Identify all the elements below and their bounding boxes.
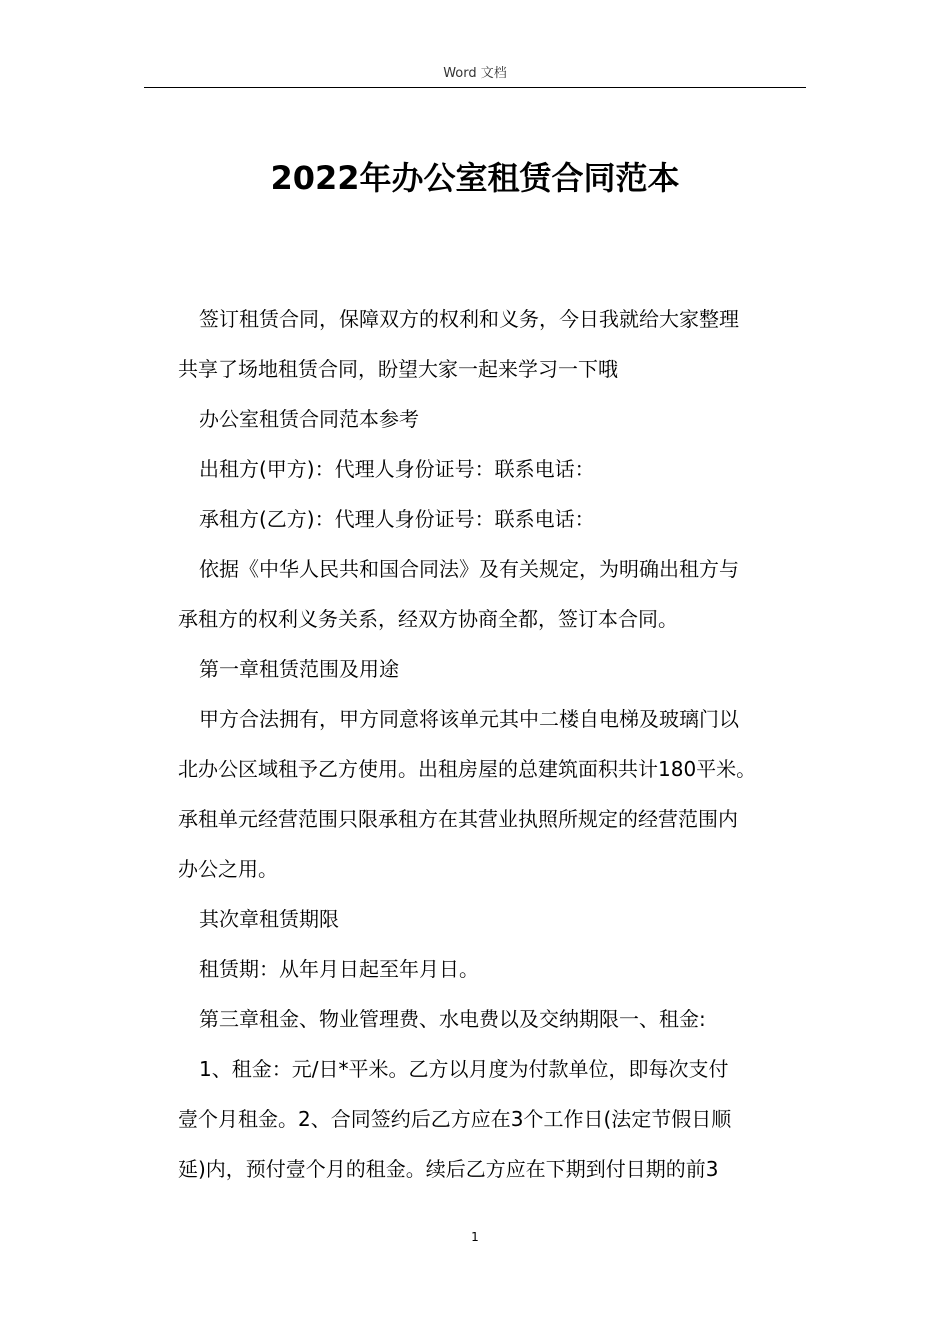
paragraph-basis <box>178 544 806 644</box>
paragraph-line: 1、租金：元/日*平米。乙方以月度为付款单位，即每次支付 <box>199 1057 729 1081</box>
paragraph-subtitle <box>178 394 806 444</box>
paragraph-line: 甲方合法拥有，甲方同意将该单元其中二楼自电梯及玻璃门以 <box>199 707 739 731</box>
paragraph-intro <box>178 294 806 394</box>
paragraph-line: 承租方的权利义务关系，经双方协商全都，签订本合同。 <box>178 607 678 631</box>
paragraph-line: 共享了场地租赁合同，盼望大家一起来学习一下哦 <box>178 357 618 381</box>
paragraph-line: 第三章租金、物业管理费、水电费以及交纳期限一、租金: <box>199 1007 706 1031</box>
document-body <box>178 294 806 1194</box>
paragraph-line: 依据《中华人民共和国合同法》及有关规定，为明确出租方与 <box>199 557 739 581</box>
paragraph-line: 租赁期：从年月日起至年月日。 <box>199 957 479 981</box>
header-divider <box>144 87 806 88</box>
paragraph-term <box>178 944 806 994</box>
paragraph-line: 出租方(甲方)：代理人身份证号：联系电话： <box>199 457 595 481</box>
page-header: Word 文档 <box>443 66 507 81</box>
paragraph-line: 办公之用。 <box>178 857 278 881</box>
paragraph-line: 其次章租赁期限 <box>199 907 339 931</box>
paragraph-scope <box>178 694 806 894</box>
chapter-heading-2 <box>178 894 806 944</box>
paragraph-rent <box>178 1044 806 1194</box>
paragraph-line: 北办公区域租予乙方使用。出租房屋的总建筑面积共计180平米。 <box>178 757 757 781</box>
page-number: 1 <box>471 1230 479 1244</box>
paragraph-line: 承租方(乙方)：代理人身份证号：联系电话： <box>199 507 595 531</box>
paragraph-line: 第一章租赁范围及用途 <box>199 657 399 681</box>
paragraph-line: 延)内，预付壹个月的租金。续后乙方应在下期到付日期的前3 <box>178 1157 719 1181</box>
paragraph-line: 壹个月租金。2、合同签约后乙方应在3个工作日(法定节假日顺 <box>178 1107 732 1131</box>
chapter-heading-1 <box>178 644 806 694</box>
paragraph-line: 承租单元经营范围只限承租方在其营业执照所规定的经营范围内 <box>178 807 738 831</box>
paragraph-lessor <box>178 444 806 494</box>
chapter-heading-3 <box>178 994 806 1044</box>
paragraph-lessee <box>178 494 806 544</box>
paragraph-line: 签订租赁合同，保障双方的权利和义务，今日我就给大家整理 <box>199 307 739 331</box>
document-title: 2022年办公室租赁合同范本 <box>270 159 680 197</box>
paragraph-line: 办公室租赁合同范本参考 <box>199 407 419 431</box>
